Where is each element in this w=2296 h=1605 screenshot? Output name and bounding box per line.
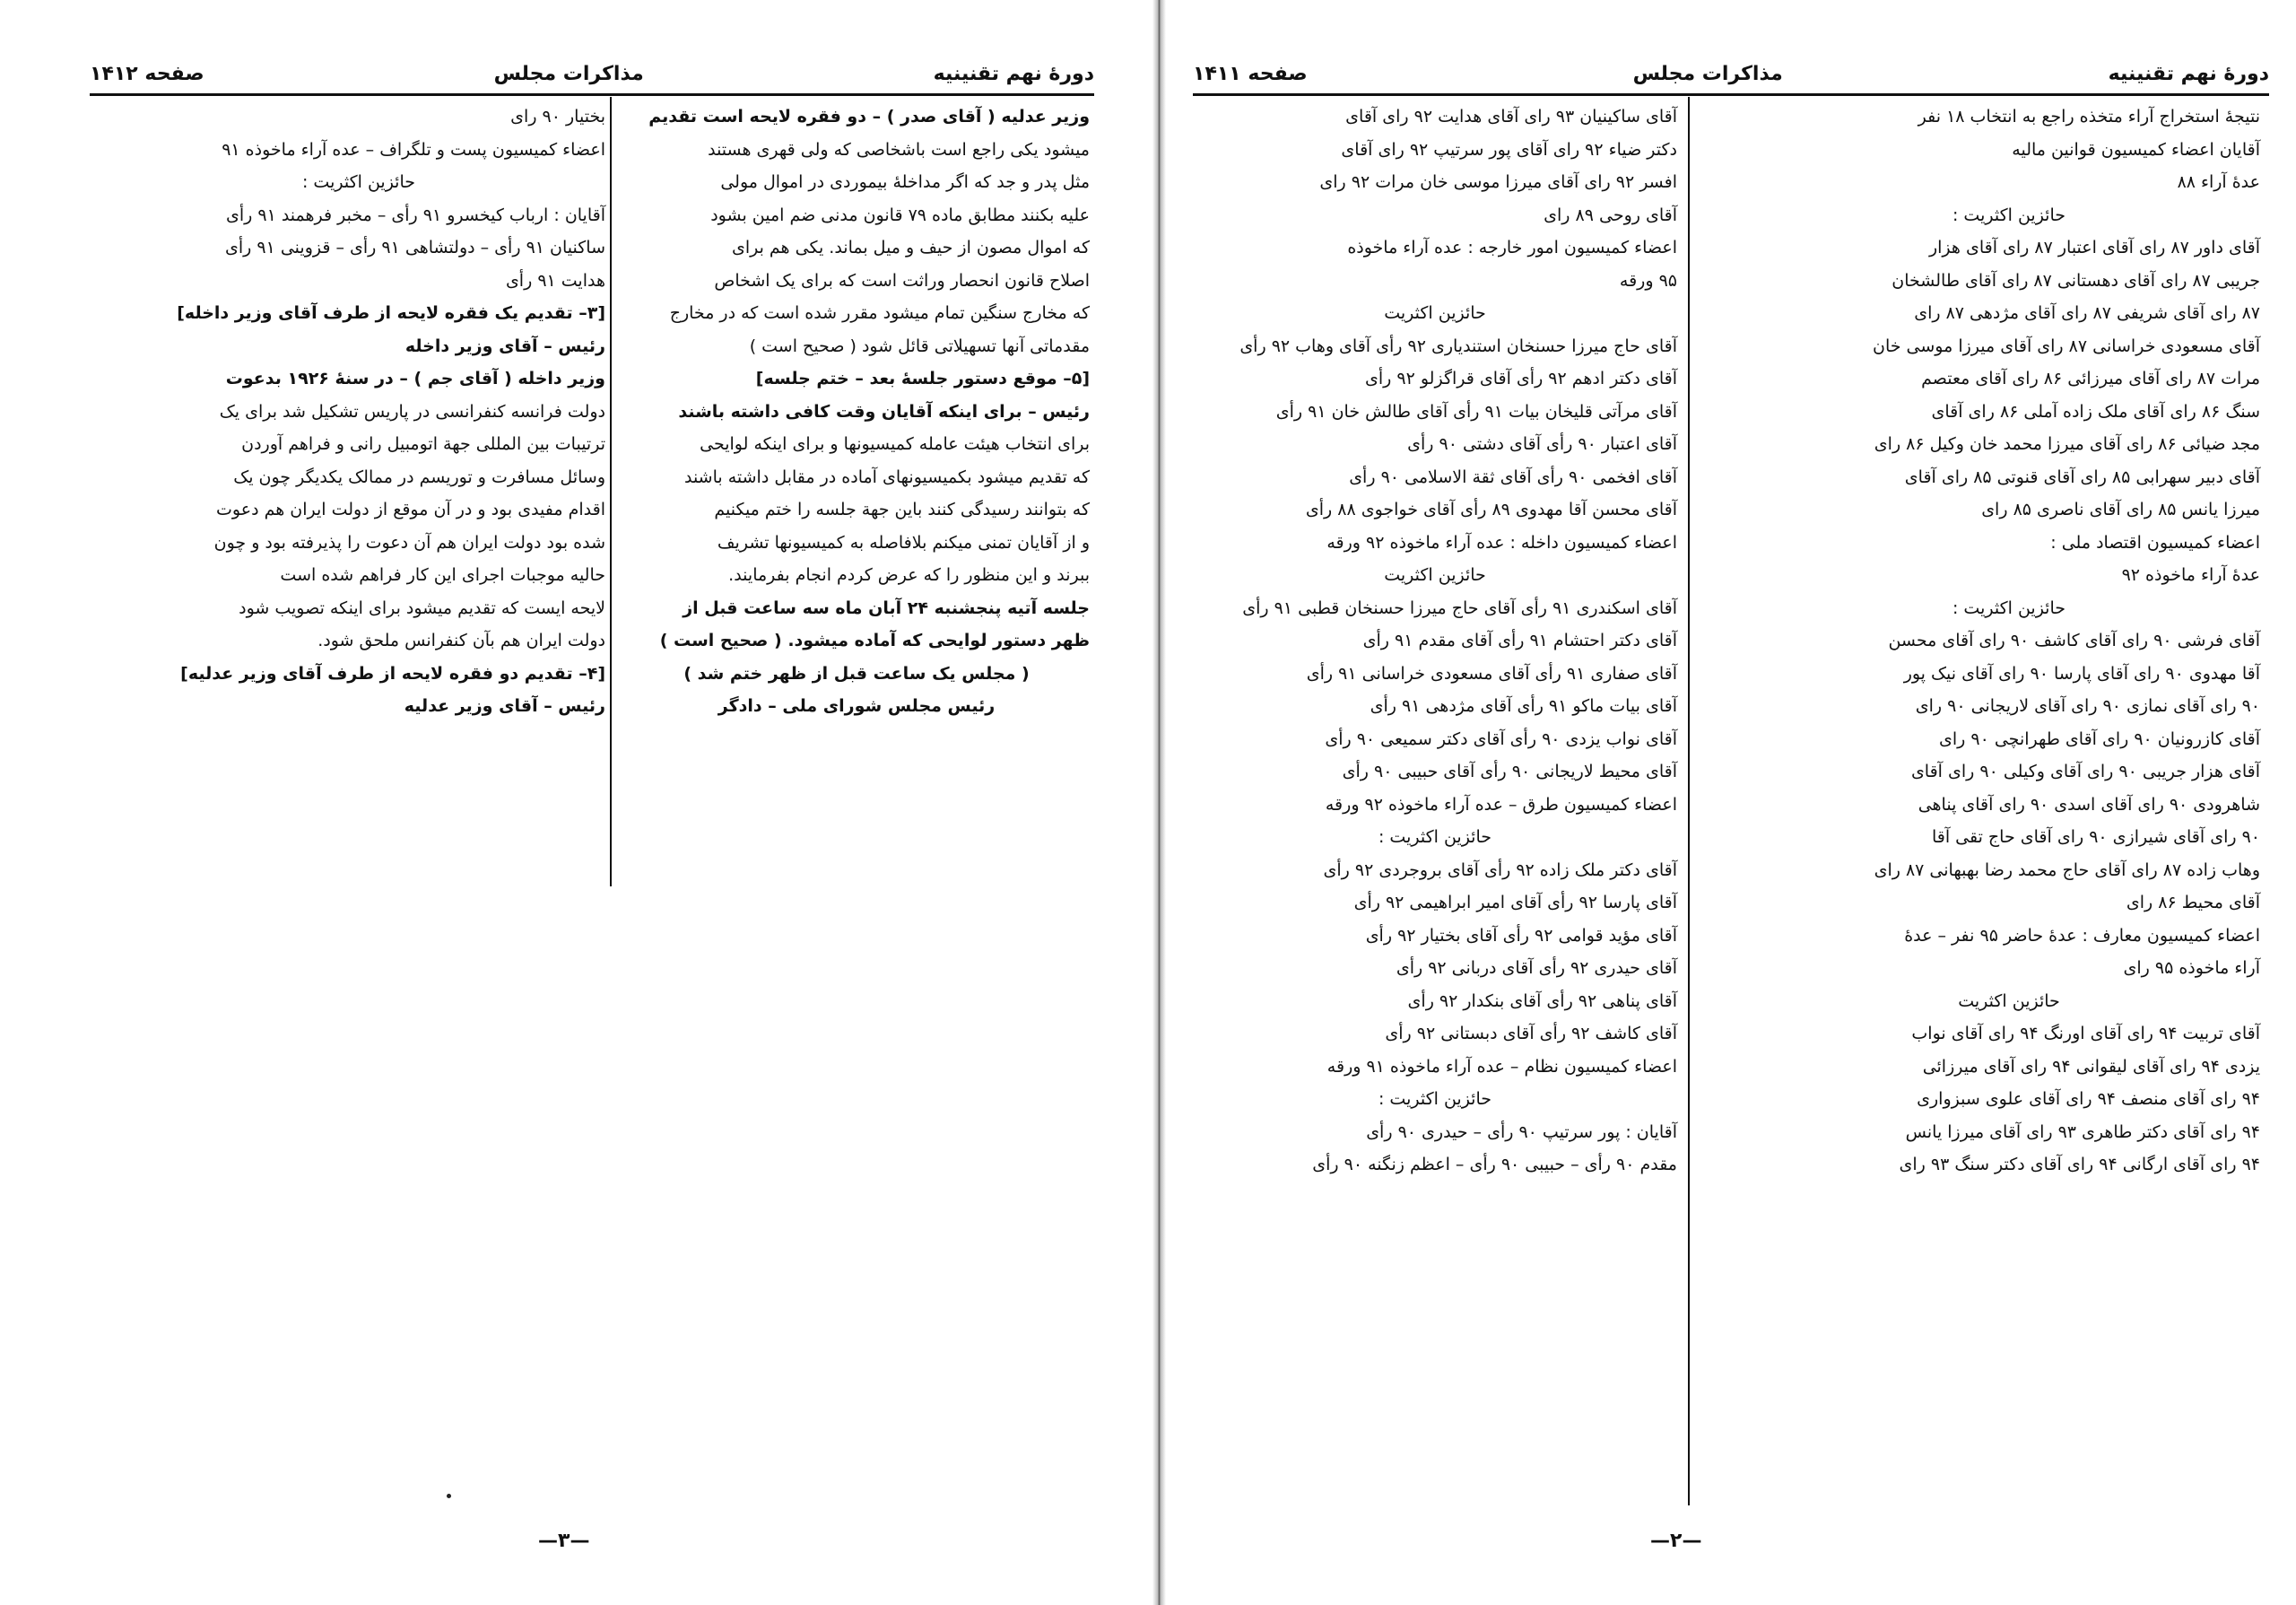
- text-line: آقایان : پور سرتیپ ۹۰ رأی – حیدری ۹۰ رأی: [1366, 1121, 1677, 1142]
- text-line: آقای روحی ۸۹ رای: [1544, 205, 1677, 225]
- left-page-right-column: [112, 100, 605, 723]
- text-line: آقای نواب یزدی ۹۰ رأی آقای دکتر سمیعی ۹۰ رأی: [1325, 728, 1677, 749]
- right-page-right-column: [1758, 100, 2260, 1182]
- text-line: آقای مرآتی قلیخان بیات ۹۱ رأی آقای طالش خان ۹۱ رأی: [1275, 401, 1677, 422]
- text-line: آقای کازرونیان ۹۰ رای آقای طهرانچی ۹۰ رای: [1939, 728, 2260, 749]
- text-line: آقایان : ارباب کیخسرو ۹۱ رأی – مخبر فرهمند ۹۱ رأی: [226, 205, 605, 225]
- text-line: یزدی ۹۴ رای آقای لیقوانی ۹۴ رای آقای میرزائی: [1922, 1056, 2260, 1077]
- text-line: رئیس – آقای وزیر عدلیه: [404, 696, 605, 716]
- right-header-session: دورهٔ نهم تقنینیه: [2108, 62, 2269, 85]
- text-line: حائزین اکثریت :: [301, 172, 416, 192]
- text-line: اعضاء کمیسیون امور خارجه : عده آراء ماخوذه: [1347, 238, 1677, 257]
- text-line: حالیه موجبات اجرای این کار فراهم شده است: [280, 565, 605, 585]
- right-page: [1166, 0, 2296, 1605]
- text-line: افسر ۹۲ رای آقای میرزا موسی خان مرات ۹۲ رای: [1319, 172, 1677, 192]
- text-line: ۸۷ رای آقای شریفی ۸۷ رای آقای مژدهی ۸۷ رای: [1914, 303, 2260, 323]
- text-line: آقای هزار جریبی ۹۰ رای آقای وکیلی ۹۰ رای آقای: [1910, 762, 2260, 781]
- text-line: حائزین اکثریت :: [1378, 1089, 1492, 1109]
- text-line: آقای بیات ماکو ۹۱ رأی آقای مژدهی ۹۱ رأی: [1370, 696, 1677, 716]
- text-line: سنگ ۸۶ رای آقای ملک زاده آملی ۸۶ رای آقای: [1931, 401, 2260, 422]
- text-line: که بتوانند رسیدگی کنند باین جهة جلسه را ختم میکنیم: [714, 500, 1090, 519]
- text-line: میشود یکی راجع است باشخاصی که ولی قهری هستند: [708, 139, 1090, 160]
- text-line: دکتر ضیاء ۹۲ رای آقای پور سرتیپ ۹۲ رای آقای: [1341, 139, 1677, 160]
- text-line: آقای دکتر ملک زاده ۹۲ رأی آقای بروجردی ۹۲ رأی: [1323, 859, 1677, 880]
- text-line: لایحه ایست که تقدیم میشود برای اینکه تصویب شود: [239, 598, 605, 618]
- text-line: شاهرودی ۹۰ رای آقای اسدی ۹۰ رای آقای پناهی: [1918, 794, 2260, 815]
- text-line: آقای مؤید قوامی ۹۲ رأی آقای بختیار ۹۲ رأی: [1365, 925, 1677, 946]
- text-line: میرزا یانس ۸۵ رای آقای ناصری ۸۵ رای: [1981, 500, 2260, 519]
- text-line: آقای حیدری ۹۲ رأی آقای دربانی ۹۲ رأی: [1396, 958, 1677, 978]
- text-line: دولت ایران هم بآن کنفرانس ملحق شود.: [317, 631, 605, 650]
- text-line: که تقدیم میشود بکمیسیونهای آماده در مقابل داشته باشند: [683, 467, 1090, 487]
- text-line: اعضاء کمیسیون نظام – عده آراء ماخوذه ۹۱ ورقه: [1326, 1056, 1677, 1077]
- text-line: که اموال مصون از حیف و میل بماند. یکی هم برای: [731, 238, 1090, 257]
- text-line: اصلاح قانون انحصار وراثت است که برای یک اشخاص: [714, 270, 1090, 291]
- text-line: مقدم ۹۰ رأی – حبیبی ۹۰ رأی – اعظم زنگنه ۹۰ رأی: [1312, 1155, 1677, 1174]
- text-line: آراء ماخوذه ۹۵ رای: [2123, 958, 2260, 978]
- text-line: ۹۴ رای آقای ارگانی ۹۴ رای آقای دکتر سنگ ۹۳ رای: [1899, 1155, 2260, 1174]
- right-column-separator: [1688, 97, 1690, 1505]
- right-page-header: [1193, 56, 2269, 92]
- text-line: ببرند و این منظور را که عرض کردم انجام بفرمایند.: [728, 565, 1090, 585]
- text-line: و از آقایان تمنی میکنم بلافاصله به کمیسیونها تشریف: [717, 532, 1090, 553]
- text-line: [۴– تقدیم دو فقره لایحه از طرف آقای وزیر عدلیه]: [180, 663, 605, 684]
- text-line: اعضاء کمیسیون اقتصاد ملی :: [2050, 532, 2260, 553]
- text-line: [۵– موقع دستور جلسهٔ بعد – ختم جلسه]: [755, 369, 1090, 388]
- text-line: ۹۵ ورقه: [1619, 270, 1677, 291]
- text-line: آقای کاشف ۹۲ رأی آقای دبستانی ۹۲ رأی: [1385, 1024, 1677, 1043]
- text-line: [۳– تقدیم یک فقره لایحه از طرف آقای وزیر داخله]: [177, 303, 605, 323]
- right-header-title: مذاکرات مجلس: [1632, 62, 1783, 85]
- text-line: عدهٔ آراء ۸۸: [2177, 172, 2260, 192]
- right-header-rule: [1193, 93, 2269, 96]
- text-line: که مخارج سنگین تمام میشود مقرر شده است که در مخارج: [669, 303, 1090, 323]
- text-line: اعضاء کمیسیون معارف : عدهٔ حاضر ۹۵ نفر – عدهٔ: [1904, 925, 2260, 946]
- left-page-left-column: [623, 100, 1090, 723]
- text-line: رئیس مجلس شورای ملی – دادگر: [718, 696, 996, 716]
- text-line: جلسه آتیه پنجشنبه ۲۴ آبان ماه سه ساعت قبل از: [683, 598, 1090, 618]
- text-line: اقدام مفیدی بود و در آن موقع از دولت ایران هم دعوت: [216, 500, 605, 519]
- text-line: مثل پدر و جد که اگر مداخلهٔ بیموردی در اموال مولی: [720, 172, 1090, 192]
- text-line: مرات ۸۷ رای آقای میرزائی ۸۶ رای آقای معتصم: [1921, 369, 2260, 388]
- text-line: حائزین اکثریت: [1384, 303, 1486, 323]
- text-line: اعضاء کمیسیون داخله : عده آراء ماخوذه ۹۲ ورقه: [1326, 532, 1677, 553]
- text-line: دولت فرانسه کنفرانسی در پاریس تشکیل شد برای یک: [219, 401, 605, 422]
- right-header-page-number: صفحه ۱۴۱۱: [1193, 62, 1308, 85]
- text-line: ۹۰ رای آقای شیرازی ۹۰ رای آقای حاج تقی آقا: [1931, 827, 2260, 847]
- text-line: مقدماتی آنها تسهیلاتی قائل شود ( صحیح است ): [749, 336, 1090, 356]
- text-line: هدایت ۹۱ رأی: [505, 270, 605, 291]
- text-line: رئیس – برای اینکه آقایان وقت کافی داشته باشند: [678, 401, 1090, 422]
- text-line: آقای پناهی ۹۲ رأی آقای بنکدار ۹۲ رأی: [1407, 990, 1677, 1011]
- text-line: ۹۰ رای آقای نمازی ۹۰ رای آقای لاریجانی ۹۰ رای: [1915, 696, 2260, 716]
- text-line: وسائل مسافرت و توریسم در ممالک یکدیگر چون یک: [233, 467, 605, 487]
- text-line: آقای فرشی ۹۰ رای آقای کاشف ۹۰ رای آقای محسن: [1888, 631, 2260, 650]
- text-line: حائزین اکثریت: [1958, 990, 2060, 1011]
- text-line: رئیس – آقای وزیر داخله: [404, 336, 605, 356]
- text-line: مجد ضیائی ۸۶ رای آقای میرزا محمد خان وکیل ۸۶ رای: [1874, 434, 2260, 454]
- text-line: آقای تربیت ۹۴ رای آقای اورنگ ۹۴ رای آقای نواب: [1911, 1024, 2260, 1043]
- text-line: ۹۴ رای آقای منصف ۹۴ رای آقای علوی سبزواری: [1917, 1089, 2260, 1109]
- book-spine: [1152, 0, 1166, 1605]
- text-line: ( مجلس یک ساعت قبل از ظهر ختم شد ): [683, 663, 1030, 684]
- text-line: نتیجهٔ استخراج آراء متخذه راجع به انتخاب ۱۸ نفر: [1918, 107, 2260, 126]
- text-line: آقای محسن آقا مهدوی ۸۹ رأی آقای خواجوی ۸۸ رأی: [1305, 500, 1677, 519]
- text-line: اعضاء کمیسیون طرق – عده آراء ماخوذه ۹۲ ورقه: [1325, 794, 1677, 815]
- text-line: آقایان اعضاء کمیسیون قوانین مالیه: [2012, 139, 2260, 160]
- text-line: حائزین اکثریت: [1384, 565, 1486, 585]
- text-line: آقای اسکندری ۹۱ رأی آقای حاج میرزا حسنخان قطبی ۹۱ رأی: [1242, 598, 1677, 618]
- speck: [447, 1494, 451, 1498]
- text-line: بختیار ۹۰ رای: [510, 107, 605, 126]
- text-line: حائزین اکثریت :: [1952, 205, 2066, 225]
- right-page-left-column: [1193, 100, 1677, 1182]
- text-line: آقای محیط لاریجانی ۹۰ رأی آقای حبیبی ۹۰ رأی: [1342, 762, 1677, 781]
- text-line: برای انتخاب هیئت عامله کمیسیونها و برای اینکه لوایحی: [700, 434, 1090, 454]
- left-header-session: دورهٔ نهم تقنینیه: [933, 62, 1094, 85]
- text-line: حائزین اکثریت :: [1378, 827, 1492, 847]
- text-line: آقای صفاری ۹۱ رأی آقای مسعودی خراسانی ۹۱ رأی: [1306, 663, 1677, 684]
- text-line: آقای دکتر احتشام ۹۱ رأی آقای مقدم ۹۱ رأی: [1362, 631, 1677, 650]
- left-page-header: [90, 56, 1094, 92]
- text-line: آقای حاج میرزا حسنخان استندیاری ۹۲ رأی آقای وهاب ۹۲ رأی: [1239, 336, 1677, 356]
- left-column-separator: [610, 97, 612, 886]
- text-line: ظهر دستور لوایحی که آماده میشود. ( صحیح است ): [659, 631, 1090, 650]
- text-line: آقای محیط ۸۶ رای: [2126, 893, 2260, 912]
- text-line: وزیر داخله ( آقای جم ) – در سنهٔ ۱۹۲۶ بدعوت: [225, 369, 605, 388]
- text-line: ترتیبات بین المللی جهة اتومبیل رانی و فراهم آوردن: [241, 434, 605, 454]
- left-page-footer: —۳—: [538, 1530, 590, 1552]
- text-line: آقای پارسا ۹۲ رأی آقای امیر ابراهیمی ۹۲ رأی: [1353, 893, 1677, 912]
- text-line: وزیر عدلیه ( آقای صدر ) – دو فقره لایحه است تقدیم: [648, 107, 1090, 126]
- text-line: حائزین اکثریت :: [1952, 598, 2066, 618]
- left-header-title: مذاکرات مجلس: [493, 62, 644, 85]
- text-line: آقای داور ۸۷ رای آقای اعتبار ۸۷ رای آقای هزار: [1928, 238, 2260, 257]
- text-line: علیه بکنند مطابق ماده ۷۹ قانون مدنی ضم امین بشود: [710, 205, 1090, 225]
- text-line: آقای مسعودی خراسانی ۸۷ رای آقای میرزا موسی خان: [1873, 336, 2260, 356]
- text-line: وهاب زاده ۸۷ رای آقای حاج محمد رضا بهبهانی ۸۷ رای: [1874, 859, 2260, 880]
- text-line: آقای اعتبار ۹۰ رأی آقای دشتی ۹۰ رأی: [1407, 434, 1677, 454]
- text-line: عدهٔ آراء ماخوذه ۹۲: [2121, 565, 2260, 585]
- text-line: آقای افخمی ۹۰ رأی آقای ثقة الاسلامی ۹۰ رأی: [1349, 467, 1677, 487]
- text-line: جریبی ۸۷ رای آقای دهستانی ۸۷ رای آقای طالشخان: [1892, 270, 2260, 291]
- right-page-footer: —۲—: [1650, 1530, 1702, 1552]
- text-line: ۹۴ رای آقای دکتر طاهری ۹۳ رای آقای میرزا یانس: [1905, 1121, 2260, 1142]
- text-line: آقای ساکینیان ۹۳ رای آقای هدایت ۹۲ رای آقای: [1345, 107, 1677, 126]
- left-header-rule: [90, 93, 1094, 96]
- text-line: آقای دبیر سهرابی ۸۵ رای آقای قنوتی ۸۵ رای آقای: [1904, 467, 2260, 487]
- text-line: آقا مهدوی ۹۰ رای آقای پارسا ۹۰ رای آقای نیک پور: [1903, 663, 2260, 684]
- text-line: شده بود دولت ایران هم آن دعوت را پذیرفته بود و چون: [213, 532, 605, 553]
- left-header-page-number: صفحه ۱۴۱۲: [90, 62, 204, 85]
- text-line: آقای دکتر ادهم ۹۲ رأی آقای قراگزلو ۹۲ رأی: [1365, 369, 1677, 388]
- text-line: اعضاء کمیسیون پست و تلگراف – عده آراء ماخوذه ۹۱: [222, 139, 605, 160]
- text-line: ساکنیان ۹۱ رأی – دولتشاهی ۹۱ رأی – قزوینی ۹۱ رأی: [225, 238, 605, 257]
